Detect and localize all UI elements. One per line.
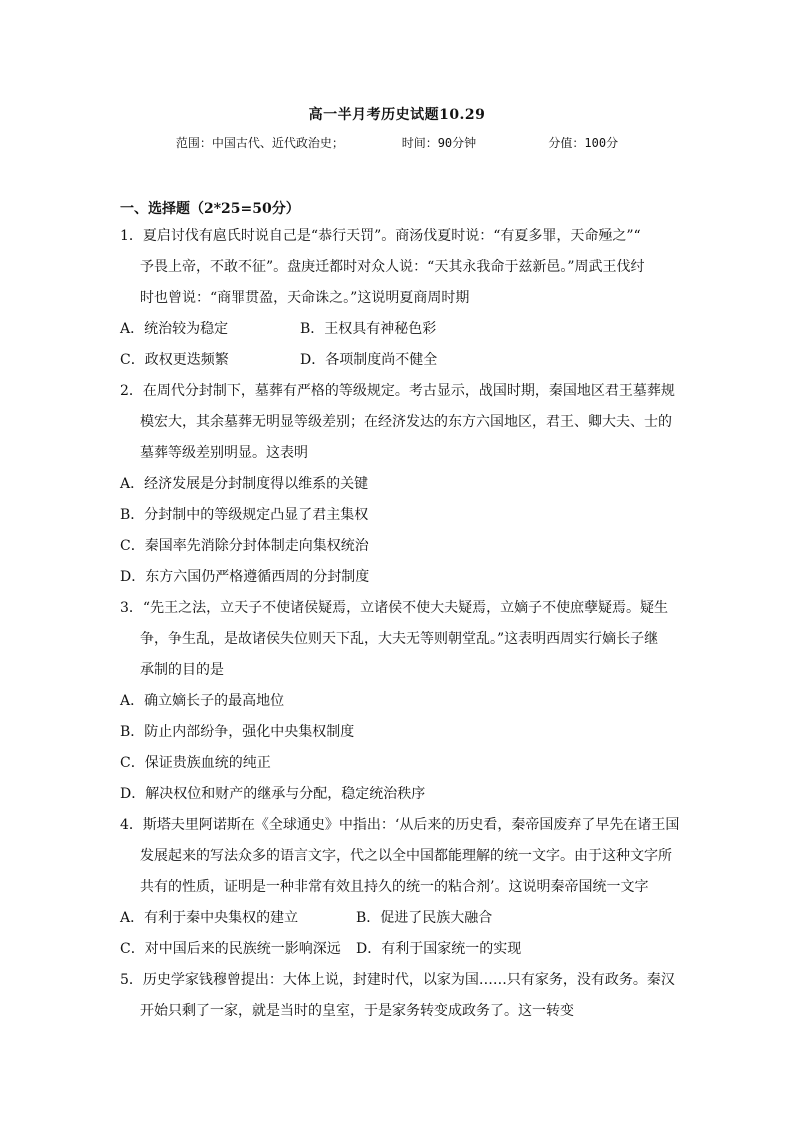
option-a: A．统治较为稳定 bbox=[120, 321, 229, 337]
question-4 bbox=[120, 810, 680, 965]
option-c: C．秦国率先消除分封体制走向集权统治 bbox=[120, 538, 369, 554]
question-stem-line: 4．斯塔夫里阿诺斯在《全球通史》中指出：‘从后来的历史看，秦帝国废弃了早先在诸王国 bbox=[120, 817, 680, 833]
option-a: A．确立嫡长子的最高地位 bbox=[120, 693, 285, 709]
question-stem-line: 5．历史学家钱穆曾提出：大体上说，封建时代，以家为国……只有家务，没有政务。秦汉 bbox=[120, 972, 675, 988]
option-d: D．东方六国仍严格遵循西周的分封制度 bbox=[120, 569, 370, 585]
question-stem-line: 2．在周代分封制下，墓葬有严格的等级规定。考古显示，战国时期，秦国地区君王墓葬规 bbox=[120, 383, 675, 399]
question-stem-line: 予畏上帝，不敢不征”。盘庚迁都时对众人说：“天其永我命于兹新邑。”周武王伐纣 bbox=[140, 259, 645, 275]
question-stem-line: 1．夏启讨伐有扈氏时说自己是“恭行天罚”。商汤伐夏时说：“有夏多罪，天命殛之”“ bbox=[120, 228, 641, 244]
option-b: B．促进了民族大融合 bbox=[356, 910, 493, 926]
question-stem-line: 时也曾说：“商罪贯盈，天命诛之。”这说明夏商周时期 bbox=[140, 290, 470, 306]
option-row bbox=[120, 934, 680, 965]
question-3 bbox=[120, 593, 680, 810]
option-row bbox=[120, 314, 680, 345]
option-c: C．保证贵族血统的纯正 bbox=[120, 755, 271, 771]
option-b: B．王权具有神秘色彩 bbox=[300, 321, 437, 337]
question-stem-line: 墓葬等级差别明显。这表明 bbox=[140, 445, 308, 461]
option-d: D．解决权位和财产的继承与分配，稳定统治秩序 bbox=[120, 786, 426, 802]
exam-scope: 范围：中国古代、近代政治史； bbox=[175, 136, 344, 150]
question-stem-line: 3．“先王之法，立天子不使诸侯疑焉，立诸侯不使大夫疑焉，立嫡子不使庶孽疑焉。疑生 bbox=[120, 600, 669, 616]
question-stem-line: 发展起来的写法众多的语言文字，代之以全中国都能理解的统一文字。由于这种文字所 bbox=[140, 848, 672, 864]
section-heading: 一、选择题（2*25=50分） bbox=[120, 201, 300, 217]
question-stem-line: 承制的目的是 bbox=[140, 662, 224, 678]
question-stem-line: 争，争生乱，是故诸侯失位则天下乱，大夫无等则朝堂乱。”这表明西周实行嫡长子继 bbox=[140, 631, 659, 647]
exam-meta bbox=[0, 134, 794, 151]
option-c: C．对中国后来的民族统一影响深远 bbox=[120, 941, 341, 957]
page-title: 高一半月考历史试题10.29 bbox=[308, 107, 486, 123]
question-2 bbox=[120, 376, 680, 593]
option-d: D．有利于国家统一的实现 bbox=[356, 941, 522, 957]
question-1 bbox=[120, 221, 680, 376]
option-c: C．政权更迭频繁 bbox=[120, 352, 229, 368]
option-b: B．分封制中的等级规定凸显了君主集权 bbox=[120, 507, 369, 523]
question-stem-line: 开始只剩了一家，就是当时的皇室，于是家务转变成政务了。这一转变 bbox=[140, 1003, 574, 1019]
question-5 bbox=[120, 965, 680, 1027]
option-b: B．防止内部纷争，强化中央集权制度 bbox=[120, 724, 355, 740]
exam-time: 时间：90分钟 bbox=[401, 136, 477, 150]
option-row bbox=[120, 345, 680, 376]
option-a: A．有利于秦中央集权的建立 bbox=[120, 910, 299, 926]
question-stem-line: 共有的性质，证明是一种非常有效且持久的统一的粘合剂’。这说明秦帝国统一文字 bbox=[140, 879, 649, 895]
option-a: A．经济发展是分封制度得以维系的关键 bbox=[120, 476, 369, 492]
question-stem-line: 模宏大，其余墓葬无明显等级差别；在经济发达的东方六国地区，君王、卿大夫、士的 bbox=[140, 414, 672, 430]
option-d: D．各项制度尚不健全 bbox=[300, 352, 438, 368]
exam-score: 分值：100分 bbox=[548, 136, 619, 150]
option-row bbox=[120, 903, 680, 934]
question-list bbox=[120, 221, 680, 1027]
